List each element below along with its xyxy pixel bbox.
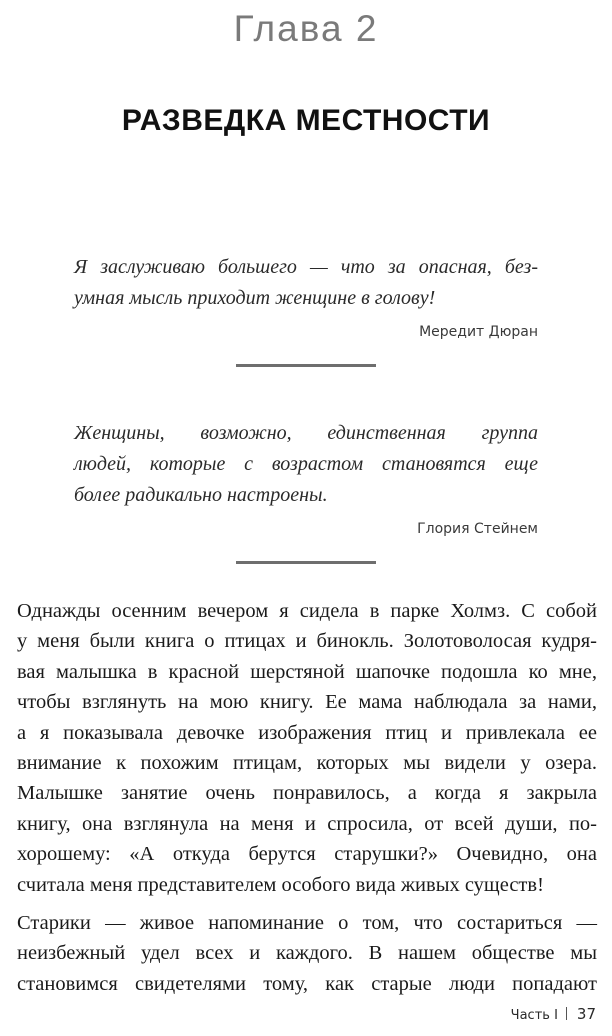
epigraph-2 [74, 418, 538, 537]
divider-2 [236, 561, 376, 564]
body-line: внимание к похожим птицам, которых мы видели у озера. [17, 752, 597, 775]
body-line: а я показывала девочке изображения птиц и привлекала ее [17, 721, 597, 744]
epigraph-1-text [74, 252, 538, 314]
body-paragraph-1 [17, 596, 597, 900]
chapter-title: РАЗВЕДКА МЕСТНОСТИ [121, 104, 491, 137]
body-line: у меня были книга о птицах и бинокль. Золотоволосая кудря- [17, 630, 597, 653]
epigraph-line: умная мысль приходит женщине в голову! [74, 287, 436, 309]
body-line: хорошему: «А откуда берутся старушки?» Очевидно, она [17, 843, 597, 866]
epigraph-2-author: Глория Стейнем [417, 521, 538, 537]
body-line: чтобы взглянуть на мою книгу. Ее мама наблюдала за нами, [17, 691, 597, 714]
epigraph-line: Я заслуживаю большего — что за опасная, без- [74, 256, 538, 278]
epigraph-2-text [74, 418, 538, 511]
body-line: считала меня представителем особого вида живых существ! [17, 873, 544, 896]
epigraph-1-author: Мередит Дюран [419, 324, 538, 340]
epigraph-1 [74, 252, 538, 340]
divider-1 [236, 364, 376, 367]
body-line: становимся свидетелями тому, как старые люди попадают [17, 972, 597, 995]
page-footer [511, 1004, 596, 1023]
epigraph-line: людей, которые с возрастом становятся еще [74, 453, 538, 475]
body-line: вая малышка в красной шерстяной шапочке подошла ко мне, [17, 660, 597, 683]
body-line: Малышке занятие очень понравилось, а когда я закрыла [17, 782, 597, 805]
body-line: Старики — живое напоминание о том, что состариться — [17, 912, 597, 934]
page-number: 37 [576, 1005, 596, 1023]
body-line: неизбежный удел всех и каждого. В нашем обществе мы [17, 942, 597, 965]
chapter-number: Глава 2 [233, 8, 379, 49]
body-line: книгу, она взглянула на меня и спросила, от всей души, по- [17, 812, 597, 835]
epigraph-line: Женщины, возможно, единственная группа [74, 422, 538, 444]
body-paragraph-2 [17, 908, 597, 999]
footer-separator [566, 1007, 567, 1020]
footer-part-label: Часть I [510, 1008, 558, 1023]
body-line: Однажды осенним вечером я сидела в парке Холмз. С собой [17, 600, 597, 622]
epigraph-line: более радикально настроены. [74, 484, 328, 506]
